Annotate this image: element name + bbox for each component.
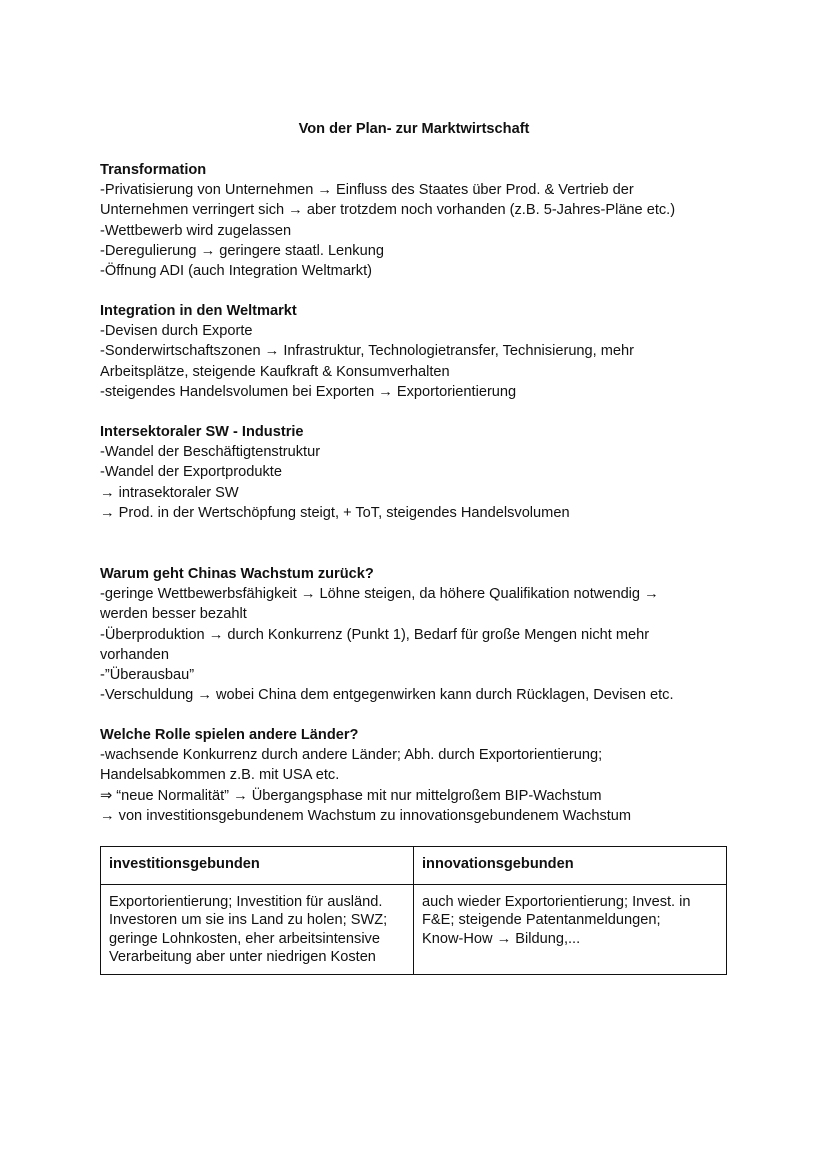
table-cell: [101, 885, 414, 975]
section-line: -Deregulierung → geringere staatl. Lenkung: [100, 242, 384, 259]
section-line: vorhanden: [100, 646, 169, 663]
section-line: -Wandel der Beschäftigtenstruktur: [100, 444, 321, 461]
section-line: Arbeitsplätze, steigende Kaufkraft & Konsumverhalten: [100, 363, 450, 380]
section-line: ⇒ “neue Normalität” → Übergangsphase mit nur mittelgroßem BIP-Wachstum: [100, 787, 602, 804]
section-wachstum-zurueck: [100, 564, 740, 705]
section-line: -Wandel der Exportprodukte: [100, 464, 282, 481]
table-cell-line: Verarbeitung aber unter niedrigen Kosten: [109, 949, 376, 966]
table-cell-line: Investoren um sie ins Land zu holen; SWZ;: [109, 912, 388, 929]
section-line: → von investitionsgebundenem Wachstum zu innovationsgebundenem Wachstum: [100, 807, 632, 824]
comparison-table: [100, 846, 727, 975]
section-line: werden besser bezahlt: [100, 606, 247, 623]
table-cell-line: auch wieder Exportorientierung; Invest. in: [422, 894, 691, 910]
section-andere-laender: [100, 725, 740, 826]
section-line: -Öffnung ADI (auch Integration Weltmarkt): [100, 263, 373, 280]
section-integration-weltmarkt: [100, 301, 740, 402]
section-line: -Sonderwirtschaftszonen → Infrastruktur, Technologietransfer, Technisierung, mehr: [100, 343, 635, 360]
section-line: -”Überausbau”: [100, 667, 195, 684]
section-line: Unternehmen verringert sich → aber trotzdem noch vorhanden (z.B. 5-Jahres-Pläne etc.): [100, 202, 676, 219]
table-cell-line: geringe Lohnkosten, eher arbeitsintensive: [109, 930, 380, 947]
section-transformation: [100, 160, 740, 281]
section-line: -geringe Wettbewerbsfähigkeit → Löhne steigen, da höhere Qualifikation notwendig →: [100, 586, 659, 603]
section-heading: Transformation: [100, 162, 207, 178]
table-cell: [414, 885, 727, 975]
table-header-cell: innovationsgebunden: [414, 847, 727, 885]
section-line: -Wettbewerb wird zugelassen: [100, 222, 292, 239]
table-row: [101, 885, 727, 975]
table-header-cell: investitionsgebunden: [101, 847, 414, 885]
section-line: -wachsende Konkurrenz durch andere Länder; Abh. durch Exportorientierung;: [100, 747, 603, 764]
table-header-row: [101, 847, 727, 885]
section-heading: Welche Rolle spielen andere Länder?: [100, 727, 359, 743]
table-cell-line: F&E; steigende Patentanmeldungen;: [422, 912, 661, 929]
section-line: -steigendes Handelsvolumen bei Exporten → Exportorientierung: [100, 383, 517, 400]
section-heading: Warum geht Chinas Wachstum zurück?: [100, 566, 374, 582]
section-line: Handelsabkommen z.B. mit USA etc.: [100, 767, 340, 784]
section-line: -Privatisierung von Unternehmen → Einfluss des Staates über Prod. & Vertrieb der: [100, 182, 634, 199]
section-line: -Überproduktion → durch Konkurrenz (Punkt 1), Bedarf für große Mengen nicht mehr: [100, 626, 650, 643]
document-title: Von der Plan- zur Marktwirtschaft: [298, 121, 530, 137]
section-line: -Devisen durch Exporte: [100, 323, 253, 340]
table-cell-line: Know-How → Bildung,...: [422, 930, 581, 947]
table-cell-line: Exportorientierung; Investition für ausländ.: [109, 894, 383, 910]
section-intersektoraler-sw: [100, 422, 740, 523]
section-line: → intrasektoraler SW: [100, 484, 239, 501]
section-line: -Verschuldung → wobei China dem entgegenwirken kann durch Rücklagen, Devisen etc.: [100, 687, 674, 704]
section-line: → Prod. in der Wertschöpfung steigt, + ToT, steigendes Handelsvolumen: [100, 504, 570, 521]
section-heading: Integration in den Weltmarkt: [100, 303, 297, 319]
section-heading: Intersektoraler SW - Industrie: [100, 424, 304, 440]
